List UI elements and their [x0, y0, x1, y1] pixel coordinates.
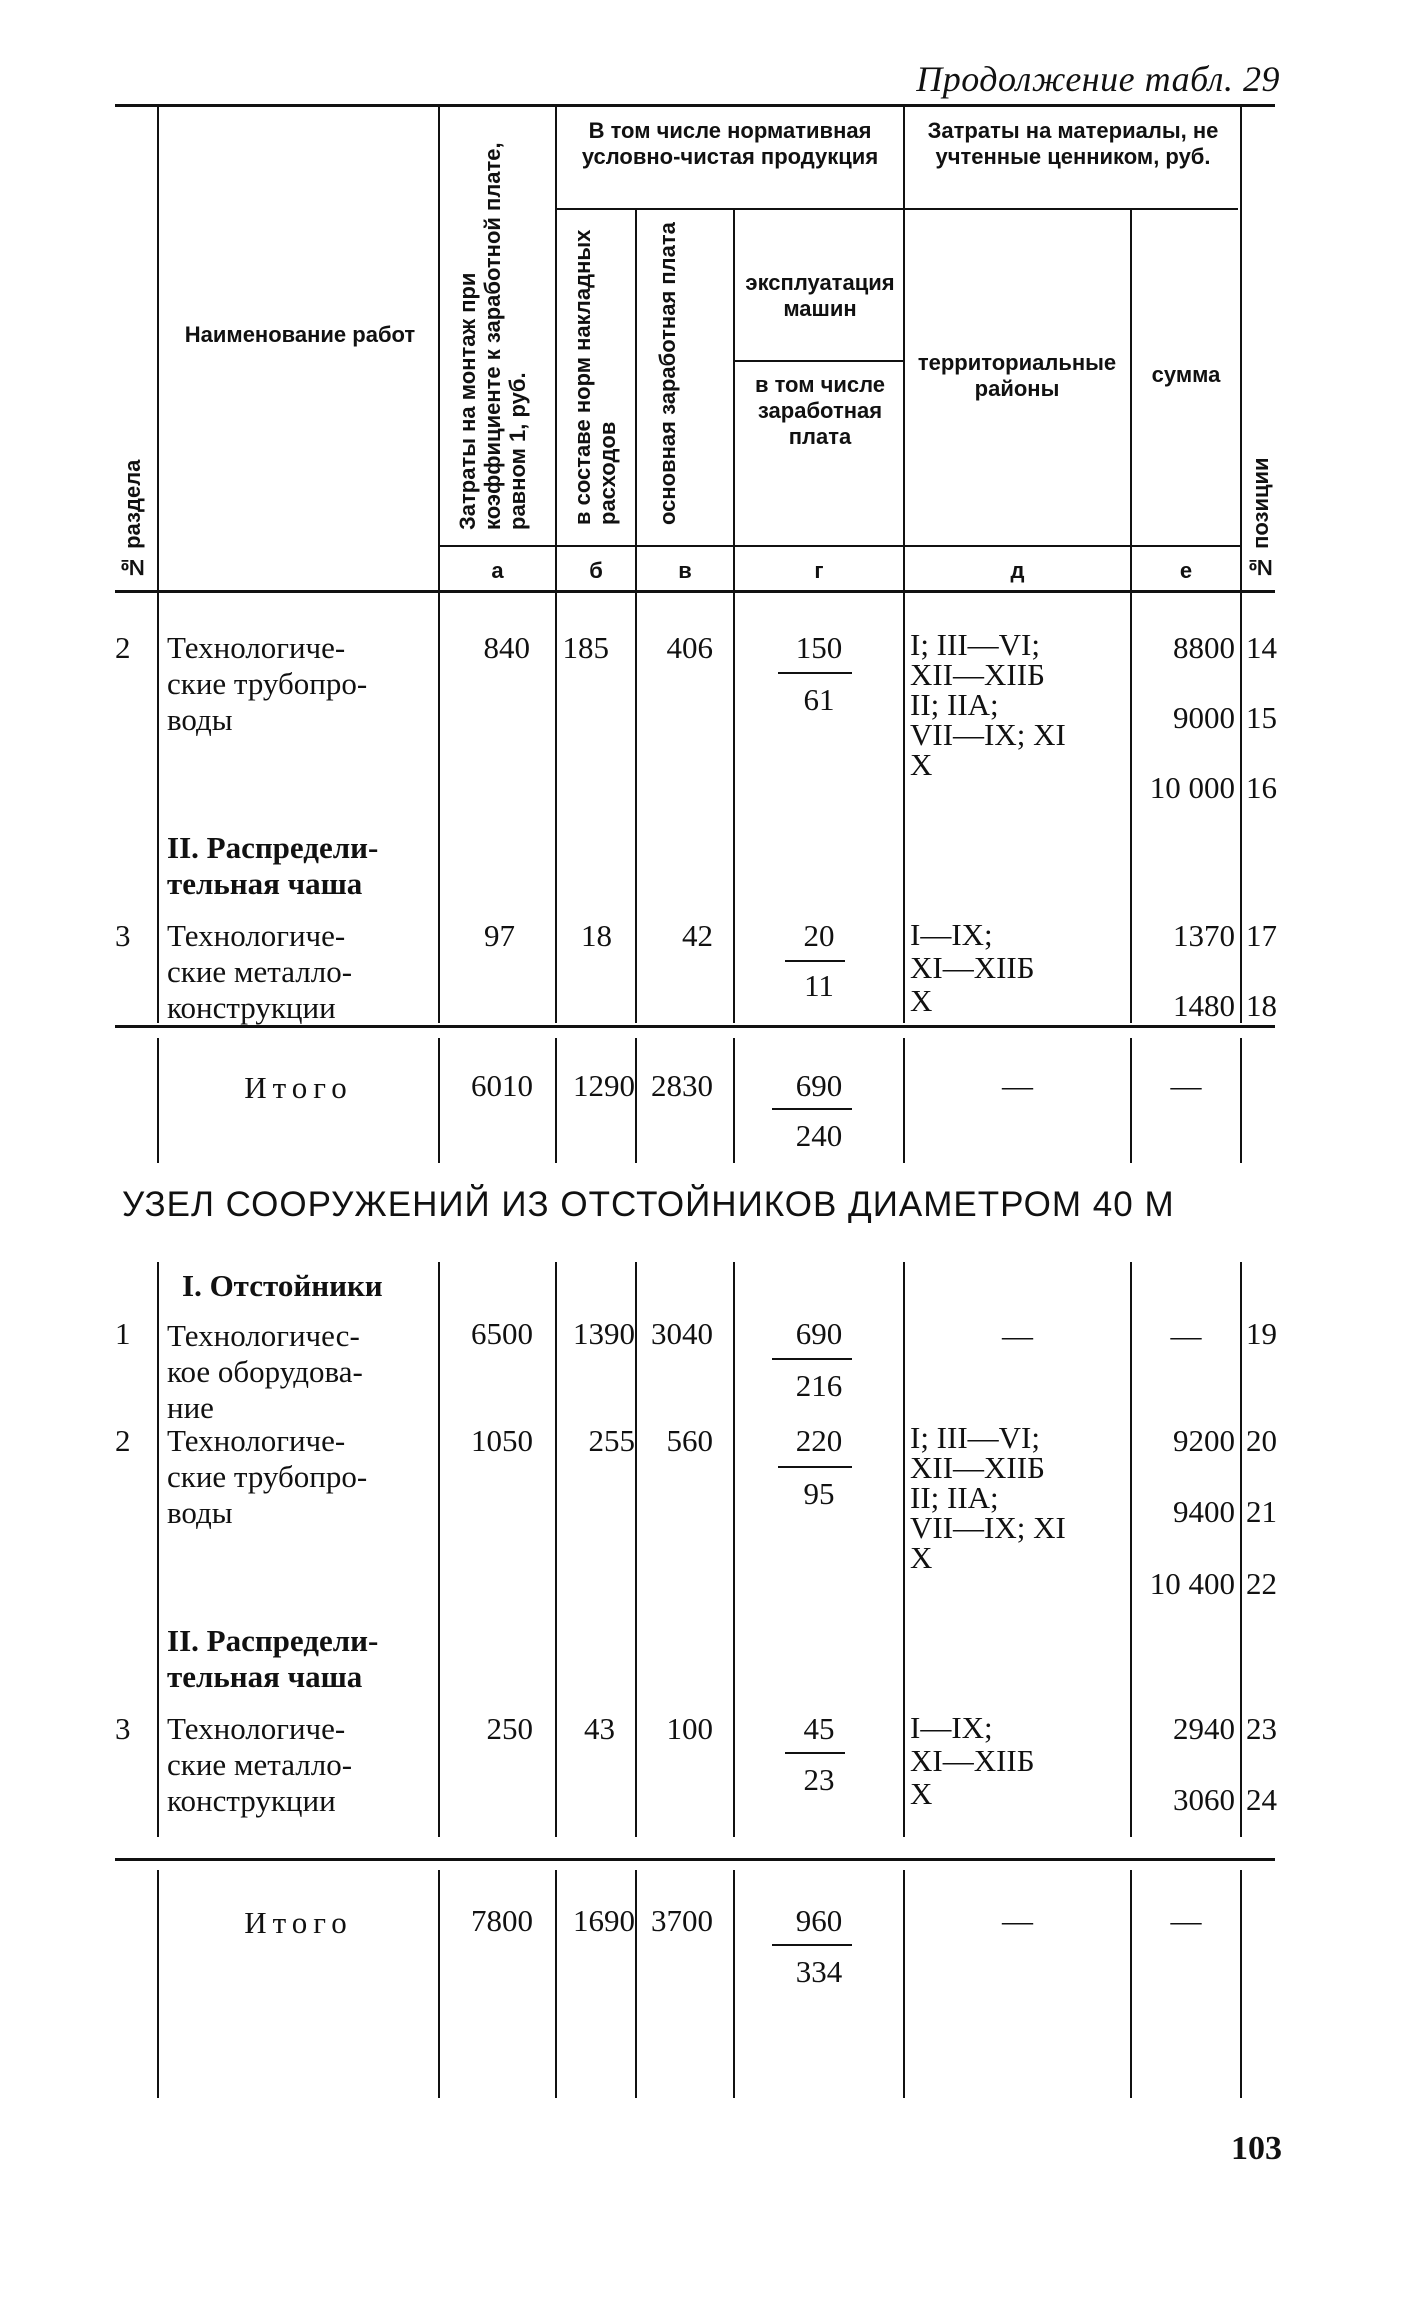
table-caption: Продолжение табл. 29: [916, 59, 1280, 99]
t2-r2-b: 255: [588, 1423, 635, 1458]
t1-r1-v: 406: [666, 630, 713, 665]
t2-r1-v: 3040: [651, 1316, 713, 1351]
t1-r3-name: Технологиче- ские металло- конструкции: [167, 918, 353, 1025]
t1-body-bottom-rule: [115, 1025, 1275, 1028]
t1-vline-6: [903, 593, 905, 1023]
t2-total-e: —: [1170, 1903, 1202, 1938]
t2-total-b: 1690: [573, 1903, 635, 1938]
t1-r3-sum-1: 1370: [1173, 918, 1235, 953]
page-number: 103: [1231, 2130, 1282, 2167]
t1-r3-pos-1: 17: [1246, 918, 1277, 953]
col-d-header: территориальные районы: [917, 350, 1117, 401]
t2-r2-a: 1050: [471, 1423, 533, 1458]
header-top-rule: [115, 104, 1275, 107]
t2-total-v: 3700: [651, 1903, 713, 1938]
t1-total-label: Итого: [244, 1070, 353, 1105]
t2-r2-pos-1: 20: [1246, 1423, 1277, 1458]
t2-r2-g-bottom: 95: [803, 1476, 835, 1511]
t2-r1-a: 6500: [471, 1316, 533, 1351]
t2-r2-pos-3: 22: [1246, 1566, 1277, 1601]
group-materials-header: Затраты на материалы, не учтенные ценником, руб.: [927, 118, 1219, 169]
col-a-header: Затраты на монтаж при коэффициенте к заработной плате, равном 1, руб.: [455, 142, 530, 530]
letters-rule: [438, 545, 1240, 547]
t1-r3-fraction-bar: [785, 960, 845, 962]
t1-r1-sum-2: 9000: [1173, 700, 1235, 735]
t2-r1-g-top: 690: [795, 1316, 843, 1351]
t2-r1-regions: —: [1002, 1318, 1033, 1353]
col-section-header: № раздела: [120, 459, 145, 580]
t1-r3-section: 3: [115, 918, 131, 953]
hdr-vline-7: [1130, 210, 1132, 590]
t2-heading: I. Отстойники: [182, 1268, 383, 1303]
hdr-vline-3: [555, 107, 557, 590]
t2-vline-1: [157, 1262, 159, 1837]
t2-r2-g-top: 220: [795, 1423, 843, 1458]
t1-total-b: 1290: [573, 1068, 635, 1103]
t1-vline-1: [157, 593, 159, 1023]
t1-r1-a: 840: [483, 630, 530, 665]
col-v-header: основная заработная плата: [655, 222, 680, 525]
t2-total-g-top: 960: [795, 1903, 843, 1938]
t1-r1-g-bottom: 61: [803, 682, 835, 717]
t2-r2-v: 560: [666, 1423, 713, 1458]
t1-r1-fraction-bar: [778, 672, 852, 674]
t1-r3-g-top: 20: [803, 918, 835, 953]
t1-total-g-top: 690: [795, 1068, 843, 1103]
t1-r3-g-bottom: 11: [804, 968, 834, 1003]
col-g-bottom-header: в том числе заработная плата: [754, 372, 886, 449]
t2-r3-fraction-bar: [785, 1752, 845, 1754]
t2-r3-g-top: 45: [803, 1711, 835, 1746]
hdr-vline-6: [903, 107, 905, 590]
t2-r2-pos-2: 21: [1246, 1494, 1277, 1529]
hdr-vline-2: [438, 107, 440, 590]
t1-total-v: 2830: [651, 1068, 713, 1103]
t1-r1-pos-3: 16: [1246, 770, 1277, 805]
t2-r1-g-bottom: 216: [795, 1368, 843, 1403]
letter-d: д: [1010, 558, 1025, 583]
hdr-vline-4: [635, 210, 637, 590]
t2-total-label: Итого: [244, 1905, 353, 1940]
t1-r1-sum-1: 8800: [1173, 630, 1235, 665]
letter-a: а: [491, 558, 504, 583]
t2-r2-sum-2: 9400: [1173, 1494, 1235, 1529]
col-g-top-header: эксплуатация машин: [745, 270, 895, 321]
t2-r1-name: Технологичес- кое оборудова- ние: [167, 1318, 363, 1425]
t2-r1-sum-1: —: [1170, 1318, 1202, 1353]
t2-r3-a: 250: [486, 1711, 533, 1746]
t2-r3-regions: I—IX; XI—XIIБ X: [910, 1710, 1035, 1811]
t1-total-a: 6010: [471, 1068, 533, 1103]
section-title: УЗЕЛ СООРУЖЕНИЙ ИЗ ОТСТОЙНИКОВ ДИАМЕТРОМ 40 М: [122, 1185, 1175, 1224]
col-pos-header: № позиции: [1248, 457, 1273, 580]
t1-r1-pos-1: 14: [1246, 630, 1277, 665]
hdr-vline-8: [1240, 107, 1242, 590]
t1-r3-pos-2: 18: [1246, 988, 1277, 1023]
t2-total-fraction-bar: [772, 1944, 852, 1946]
t1-r1-regions: I; III—VI; XII—XIIБ II; IIA; VII—IX; XI X: [910, 627, 1066, 782]
t1-r3-b: 18: [581, 918, 612, 953]
t2-vline-8: [1240, 1262, 1242, 1837]
t1-subheading: II. Распредели- тельная чаша: [167, 830, 379, 901]
t2-r3-name: Технологиче- ские металло- конструкции: [167, 1711, 353, 1818]
t1-r1-name: Технологиче- ские трубопро- воды: [167, 630, 368, 737]
t2-r3-v: 100: [666, 1711, 713, 1746]
t1-vline-8: [1240, 593, 1242, 1023]
t1-r1-g-top: 150: [795, 630, 843, 665]
t2-total-a: 7800: [471, 1903, 533, 1938]
t2-r2-name: Технологиче- ские трубопро- воды: [167, 1423, 368, 1530]
t1-r1-section: 2: [115, 630, 131, 665]
t2-r3-g-bottom: 23: [803, 1762, 835, 1797]
t1-r3-sum-2: 1480: [1173, 988, 1235, 1023]
t2-r1-section: 1: [115, 1316, 131, 1351]
t2-r3-section: 3: [115, 1711, 131, 1746]
t2-total-vline-8: [1240, 1870, 1242, 2098]
t1-r1-b: 185: [562, 630, 609, 665]
t1-total-d: —: [1002, 1068, 1033, 1103]
t1-r3-v: 42: [682, 918, 713, 953]
group-materials-rule: [903, 208, 1238, 210]
hdr-vline-5: [733, 210, 735, 590]
t2-r2-section: 2: [115, 1423, 131, 1458]
t2-r2-sum-1: 9200: [1173, 1423, 1235, 1458]
t2-total-g-bottom: 334: [795, 1954, 843, 1989]
t2-r2-sum-3: 10 400: [1149, 1566, 1235, 1601]
t2-r3-sum-2: 3060: [1173, 1782, 1235, 1817]
letter-b: б: [589, 558, 603, 583]
group-norm-header: В том числе нормативная условно-чистая продукция: [581, 118, 879, 169]
t2-r2-regions: I; III—VI; XII—XIIБ II; IIA; VII—IX; XI X: [910, 1420, 1066, 1575]
hdr-vline-1: [157, 107, 159, 590]
letter-g: г: [814, 558, 824, 583]
t2-r1-pos-1: 19: [1246, 1316, 1277, 1351]
t2-total-d: —: [1002, 1903, 1033, 1938]
t2-r2-fraction-bar: [778, 1466, 852, 1468]
col-b-header: в составе норм накладных расходов: [570, 229, 620, 525]
col-e-header: сумма: [1151, 362, 1221, 387]
t1-total-e: —: [1170, 1068, 1202, 1103]
t1-r1-pos-2: 15: [1246, 700, 1277, 735]
t2-r3-b: 43: [584, 1711, 615, 1746]
col-name-header: Наименование работ: [184, 322, 416, 347]
t1-total-fraction-bar: [772, 1108, 852, 1110]
t2-r1-fraction-bar: [772, 1358, 852, 1360]
t1-r3-a: 97: [484, 918, 515, 953]
machines-rule: [733, 360, 903, 362]
t2-subheading: II. Распредели- тельная чаша: [167, 1623, 379, 1694]
t2-r3-sum-1: 2940: [1173, 1711, 1235, 1746]
t1-total-vline-8: [1240, 1038, 1242, 1163]
letter-e: е: [1179, 558, 1193, 583]
header-bottom-rule: [115, 590, 1275, 593]
t2-r1-b: 1390: [573, 1316, 635, 1351]
t2-r3-pos-2: 24: [1246, 1782, 1277, 1817]
group-norm-rule: [555, 208, 903, 210]
letter-v: в: [678, 558, 692, 583]
t1-total-g-bottom: 240: [795, 1118, 843, 1153]
t2-body-bottom-rule: [115, 1858, 1275, 1861]
t2-r3-pos-1: 23: [1246, 1711, 1277, 1746]
t1-r1-sum-3: 10 000: [1149, 770, 1235, 805]
t1-r3-regions: I—IX; XI—XIIБ X: [910, 917, 1035, 1018]
